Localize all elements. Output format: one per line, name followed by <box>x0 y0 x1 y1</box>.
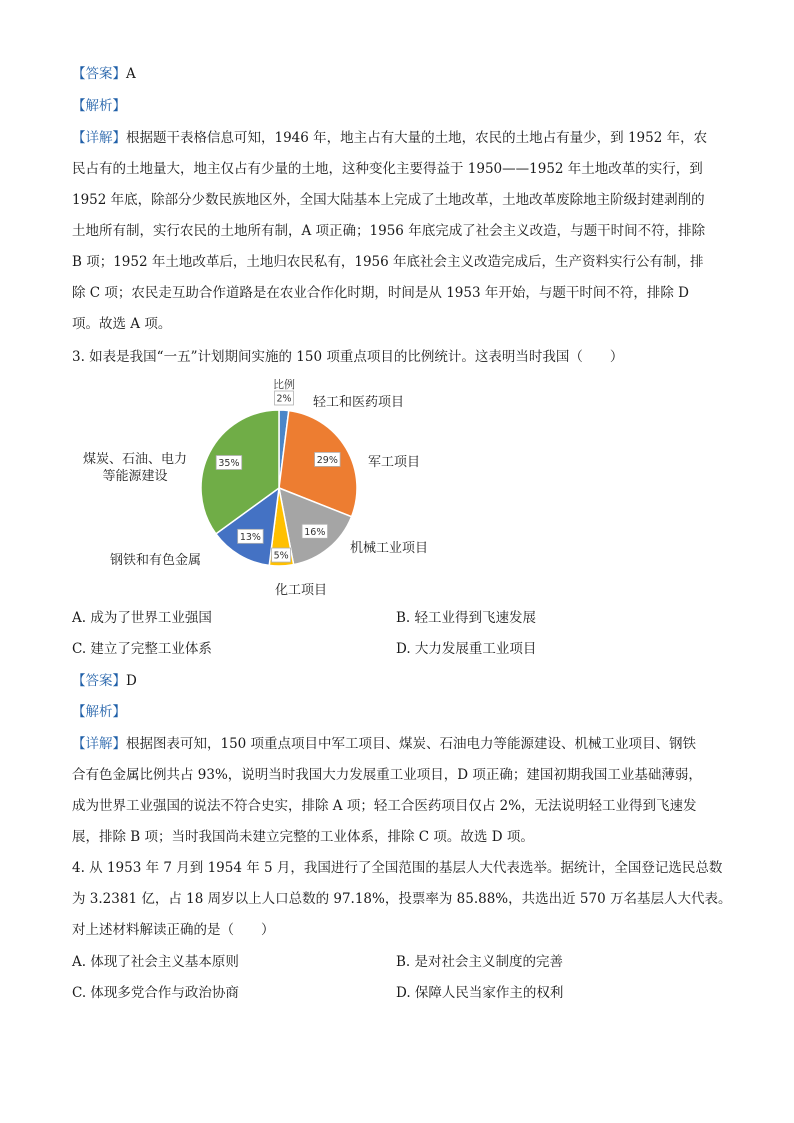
data-label-0: 2% <box>276 393 292 405</box>
answer-value: D <box>126 673 137 689</box>
data-label-2: 16% <box>304 526 326 538</box>
q3-analysis-tag: 【解析】 <box>72 704 126 720</box>
category-label-5-line-1: 等能源建设 <box>102 469 168 484</box>
data-label-5: 35% <box>218 458 240 470</box>
detail-tag: 【详解】 <box>72 130 126 146</box>
category-label-2: 机械工业项目 <box>350 541 429 556</box>
q2-detail-line-6: 除 C 项；农民走互助合作道路是在农业合作化时期，时间是从 1953 年开始，与题干时间不符，排除 D <box>72 285 689 301</box>
q3-option-d: D. 大力发展重工业项目 <box>396 641 537 657</box>
q4-option-b: B. 是对社会主义制度的完善 <box>396 954 564 970</box>
q3-option-c: C. 建立了完整工业体系 <box>72 641 212 657</box>
q3-detail-line-1: 【详解】根据图表可知，150 项重点项目中军工项目、煤炭、石油电力等能源建设、机械工业项目、钢铁 <box>72 736 697 752</box>
answer-value: A <box>126 66 136 82</box>
q2-detail-line-2: 民占有的土地量大，地主仅占有少量的土地，这种变化主要得益于 1950——1952 年土地改革的实行，到 <box>72 161 703 177</box>
answer-tag: 【答案】 <box>72 673 126 689</box>
q3-option-b: B. 轻工业得到飞速发展 <box>396 610 537 626</box>
category-label-3: 化工项目 <box>275 583 328 598</box>
data-label-4: 13% <box>239 531 261 543</box>
category-label-1: 军工项目 <box>368 455 421 470</box>
q3-detail-line-3: 成为世界工业强国的说法不符合史实，排除 A 项；轻工合医药项目仅占 2%，无法说明轻工业得到飞速发 <box>72 798 697 814</box>
q3-detail-line-2: 合有色金属比例共占 93%，说明当时我国大力发展重工业项目，D 项正确；建国初期我国工业基础薄弱， <box>72 767 702 783</box>
q2-detail-line-7: 项。故选 A 项。 <box>72 316 172 332</box>
q4-stem-line-1: 4. 从 1953 年 7 月到 1954 年 5 月，我国进行了全国范围的基层人大代表选举。据统计，全国登记选民总数 <box>72 860 723 876</box>
q4-option-a: A. 体现了社会主义基本原则 <box>72 954 239 970</box>
q4-stem-line-2: 为 3.2381 亿，占 18 周岁以上人口总数的 97.18%，投票率为 85.88%，共选出近 570 万名基层人大代表。 <box>72 891 732 907</box>
q3-detail-line-4: 展，排除 B 项；当时我国尚未建立完整的工业体系，排除 C 项。故选 D 项。 <box>72 829 534 845</box>
q2-detail-line-1: 【详解】根据题干表格信息可知，1946 年，地主占有大量的土地，农民的土地占有量少，到 1952 年，农 <box>72 130 708 146</box>
q2-answer <box>72 64 136 84</box>
q4-option-d: D. 保障人民当家作主的权利 <box>396 985 564 1001</box>
detail-tag: 【详解】 <box>72 736 126 752</box>
q4-stem-line-3: 对上述材料解读正确的是（ ） <box>72 922 275 938</box>
q3-stem: 3. 如表是我国“一五”计划期间实施的 150 项重点项目的比例统计。这表明当时我国（ ） <box>72 349 624 365</box>
q4-option-c: C. 体现多党合作与政治协商 <box>72 985 239 1001</box>
q2-detail-line-3: 1952 年底，除部分少数民族地区外，全国大陆基本上完成了土地改革，土地改革废除地主阶级封建剥削的 <box>72 192 705 208</box>
q2-detail-line-4: 土地所有制，实行农民的土地所有制，A 项正确；1956 年底完成了社会主义改造，与题干时间不符，排除 <box>72 223 706 239</box>
q3-option-a: A. 成为了世界工业强国 <box>72 610 212 626</box>
q3-answer <box>72 671 137 691</box>
category-label-5-line-0: 煤炭、石油、电力 <box>82 452 188 467</box>
answer-tag: 【答案】 <box>72 66 126 82</box>
data-label-1: 29% <box>316 454 338 466</box>
category-label-4: 钢铁和有色金属 <box>110 553 202 568</box>
category-label-0: 轻工和医药项目 <box>313 395 405 410</box>
data-label-3: 5% <box>273 550 289 562</box>
chart-title: 比例 <box>273 378 295 391</box>
q2-detail-line-5: B 项；1952 年土地改革后，土地归农民私有，1956 年底社会主义改造完成后，生产资料实行公有制，排 <box>72 254 704 270</box>
q2-analysis-tag: 【解析】 <box>72 98 126 114</box>
pie-chart <box>60 372 460 602</box>
